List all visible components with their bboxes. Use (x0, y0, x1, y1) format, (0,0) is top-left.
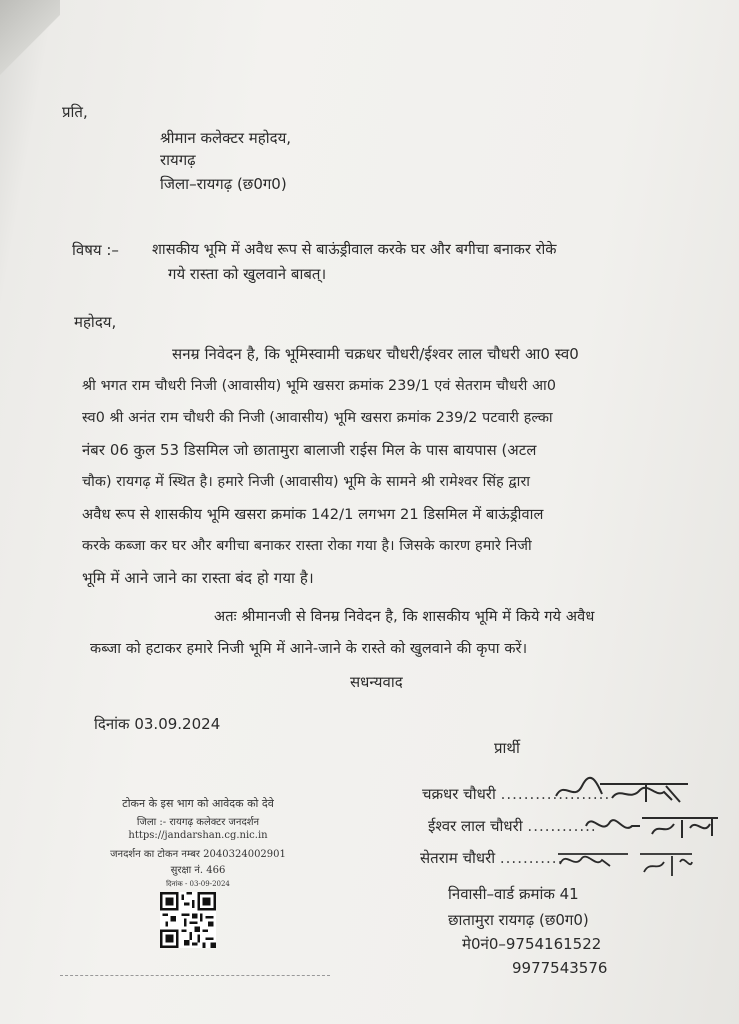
applicant-name: चक्रधर चौधरी (422, 785, 496, 803)
date-line: दिनांक 03.09.2024 (94, 715, 221, 733)
applicant-heading: प्रार्थी (494, 739, 520, 757)
applicant-row (420, 848, 563, 868)
addressee: श्रीमान कलेक्टर महोदय, (160, 129, 292, 147)
token-url: https://jandarshan.cg.nic.in (128, 830, 268, 841)
salutation: महोदय, (74, 313, 117, 331)
token-security-number: सुरक्षा नं. 466 (170, 865, 226, 876)
addressee-city: रायगढ़ (160, 151, 196, 169)
token-district: जिला :- रायगढ़ कलेक्टर जनदर्शन (136, 817, 260, 828)
paragraph-line: सनम्र निवेदन है, कि भूमिस्वामी चक्रधर चौधरी/ईश्वर लाल चौधरी आ0 स्व0 (172, 345, 579, 363)
subject-line-2: गये रास्ता को खुलवाने बाबत्। (168, 265, 327, 283)
paragraph-line: श्री भगत राम चौधरी निजी (आवासीय) भूमि खसरा क्रमांक 239/1 एवं सेतराम चौधरी आ0 (82, 378, 557, 394)
subject-line-1: शासकीय भूमि में अवैध रूप से बाऊंड्रीवाल करके घर और बगीचा बनाकर रोके (152, 241, 557, 258)
paragraph-line: भूमि में आने जाने का रास्ता बंद हो गया है। (82, 569, 314, 587)
token-date: दिनांक - 03-09-2024 (166, 880, 230, 888)
applicant-name: ईश्वर लाल चौधरी (428, 817, 523, 835)
address-line-2: छातामुरा रायगढ़ (छ0ग0) (448, 911, 589, 929)
signature-3-handwritten (556, 842, 696, 882)
addressee-district: जिला–रायगढ़ (छ0ग0) (160, 175, 287, 193)
signature-line: ............ (527, 817, 597, 835)
folded-page-corner (0, 0, 60, 75)
applicant-name: सेतराम चौधरी (420, 849, 496, 867)
subject-label: विषय :– (72, 241, 119, 259)
signature-2-handwritten (580, 806, 720, 846)
signature-line: ........... (499, 849, 564, 867)
signature-line: ................... (500, 785, 611, 803)
token-slip (68, 773, 328, 983)
to-label: प्रति, (62, 103, 88, 121)
token-number: जनदर्शन का टोकन नम्बर 2040324002901 (110, 849, 286, 860)
paragraph-line: अतः श्रीमानजी से विनम्र निवेदन है, कि शासकीय भूमि में किये गये अवैध (214, 608, 595, 625)
paragraph-line: चौक) रायगढ़ में स्थित है। हमारे निजी (आवासीय) भूमि के सामने श्री रामेश्वर सिंह द्वारा (82, 474, 531, 490)
token-instruction: टोकन के इस भाग को आवेदक को देवे (122, 797, 274, 810)
paragraph-line: करके कब्जा कर घर और बगीचा बनाकर रास्ता रोका गया है। जिसके कारण हमारे निजी (82, 538, 532, 554)
paragraph-line: अवैध रूप से शासकीय भूमि खसरा क्रमांक 142/1 लगभग 21 डिसमिल में बाऊंड्रीवाल (82, 506, 544, 523)
qr-code-icon (160, 892, 216, 948)
paragraph-line: कब्जा को हटाकर हमारे निजी भूमि में आने-जाने के रास्ते को खुलवाने की कृपा करें। (90, 641, 528, 657)
phone-number-1: मे0नं0–9754161522 (462, 935, 602, 953)
tear-line (60, 975, 330, 976)
phone-number-2: 9977543576 (512, 959, 608, 977)
paragraph-line: नंबर 06 कुल 53 डिसमिल जो छातामुरा बालाजी राईस मिल के पास बायपास (अटल (82, 442, 537, 459)
thanks-text: सधन्यवाद (350, 673, 403, 691)
applicant-row (428, 816, 597, 836)
paragraph-line: स्व0 श्री अनंत राम चौधरी की निजी (आवासीय) भूमि खसरा क्रमांक 239/2 पटवारी हल्का (82, 410, 553, 426)
address-line-1: निवासी–वार्ड क्रमांक 41 (448, 885, 579, 903)
